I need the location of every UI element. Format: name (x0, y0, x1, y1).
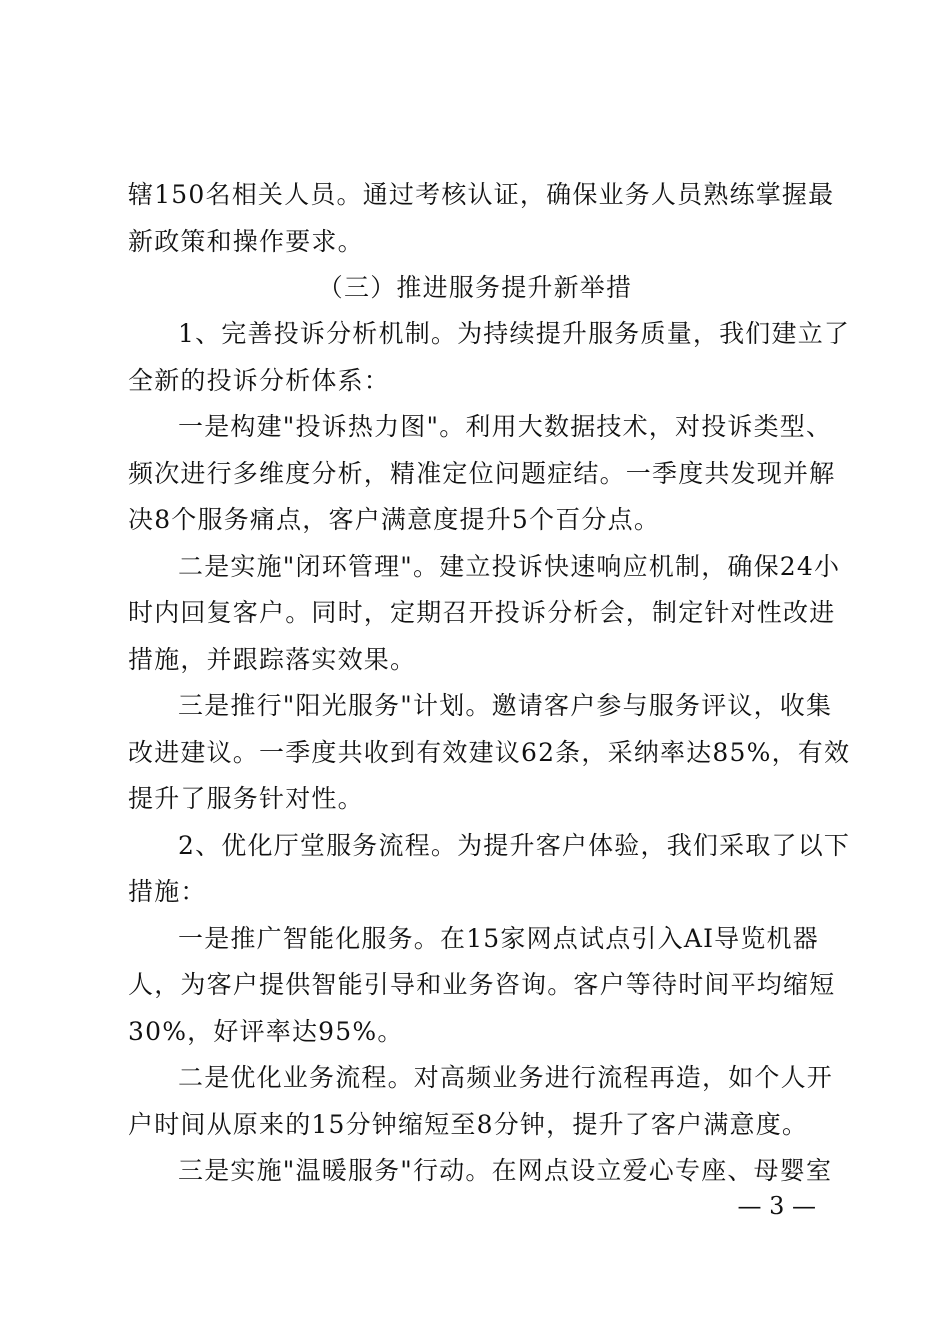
paragraph-line: 改进建议。一季度共收到有效建议62条，采纳率达85%，有效 (128, 738, 851, 767)
paragraph-line: 决8个服务痛点，客户满意度提升5个百分点。 (128, 505, 661, 534)
paragraph-line: 三是推行"阳光服务"计划。邀请客户参与服务评议，收集 (178, 691, 833, 720)
paragraph-line: 1、完善投诉分析机制。为持续提升服务质量，我们建立了 (178, 319, 851, 348)
paragraph-line: 措施： (128, 877, 207, 906)
section-heading: （三）推进服务提升新举措 (317, 273, 633, 302)
paragraph-line: 全新的投诉分析体系： (128, 366, 391, 395)
paragraph-line: 辖150名相关人员。通过考核认证，确保业务人员熟练掌握最 (128, 180, 835, 209)
paragraph-line: 措施，并跟踪落实效果。 (128, 645, 417, 674)
paragraph-line: 30%，好评率达95%。 (128, 1017, 404, 1046)
paragraph-line: 三是实施"温暖服务"行动。在网点设立爱心专座、母婴室 (178, 1156, 833, 1185)
paragraph-line: 新政策和操作要求。 (128, 227, 364, 256)
paragraph-line: 二是优化业务流程。对高频业务进行流程再造，如个人开 (178, 1063, 834, 1092)
paragraph-line: 一是构建"投诉热力图"。利用大数据技术，对投诉类型、 (178, 412, 833, 441)
paragraph-line: 提升了服务针对性。 (128, 784, 364, 813)
paragraph-line: 频次进行多维度分析，精准定位问题症结。一季度共发现并解 (128, 459, 836, 488)
paragraph-line: 人，为客户提供智能引导和业务咨询。客户等待时间平均缩短 (128, 970, 836, 999)
paragraph-line: 户时间从原来的15分钟缩短至8分钟，提升了客户满意度。 (128, 1110, 809, 1139)
paragraph-line: 2、优化厅堂服务流程。为提升客户体验，我们采取了以下 (178, 831, 851, 860)
paragraph-line: 一是推广智能化服务。在15家网点试点引入AI导览机器 (178, 924, 819, 953)
paragraph-line: 时内回复客户。同时，定期召开投诉分析会，制定针对性改进 (128, 598, 836, 627)
page-number: — 3 — (737, 1192, 816, 1220)
paragraph-line: 二是实施"闭环管理"。建立投诉快速响应机制，确保24小 (178, 552, 841, 581)
